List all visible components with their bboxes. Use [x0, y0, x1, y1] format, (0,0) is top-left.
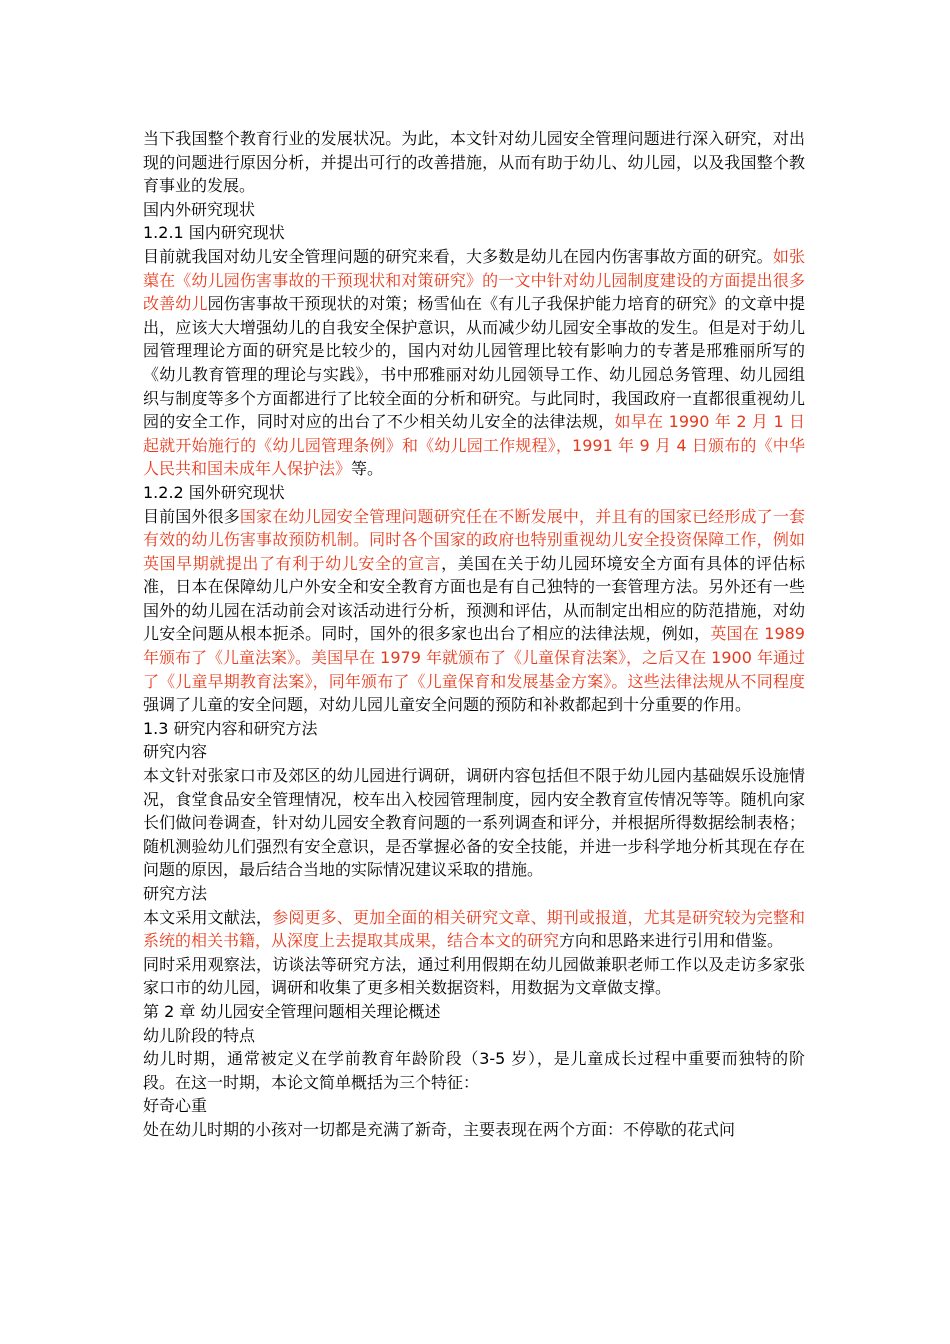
highlighted-text: 如张蕖在《幼儿园伤害事故的干预现状和对策研究》的一文中针对幼儿园制度建设的方面提出很多改善幼儿: [143, 246, 805, 314]
body-paragraph: [143, 1118, 805, 1142]
text-run: 国内外研究现状: [143, 199, 256, 219]
body-paragraph: [143, 245, 805, 481]
section-heading: [143, 740, 805, 764]
text-run: 第 2 章 幼儿园安全管理问题相关理论概述: [143, 1001, 441, 1021]
text-run: 园伤害事故干预现状的对策；杨雪仙在《有儿子我保护能力培育的研究》的文章中提出，应该大大增强幼儿的自我安全保护意识，从而减少幼儿园安全事故的发生。但是对于幼儿园管理理论方面的研究是比较少的，国内对幼儿园管理比较有影响力的专著是邢雅丽所写的《幼儿教育管理的理论与实践》，书中邢雅丽对幼儿园领导工作、幼儿园总务管理、幼儿园组织与制度等多个方面都进行了比较全面的分析和研究。与此同时，我国政府一直都很重视幼儿园的安全工作，同时对应的出台了不少相关幼儿安全的法律法规，: [143, 294, 805, 432]
section-heading: [143, 221, 805, 245]
body-paragraph: [143, 127, 805, 198]
section-heading: [143, 717, 805, 741]
highlighted-text: 国家在幼儿园安全管理问题研究任在不断发展中，并且有的国家已经形成了一套有效的幼儿伤害事故预防机制。同时各个国家的政府也特别重视幼儿安全投资保障工作，例如英国早期就提出了有利于幼儿安全的宣言: [143, 506, 805, 573]
text-run: 1.2.1 国内研究现状: [143, 223, 285, 243]
text-run: 本文采用文献法，: [143, 907, 273, 927]
body-paragraph: [143, 953, 805, 1000]
section-heading: [143, 1000, 805, 1024]
body-paragraph: [143, 1047, 805, 1094]
text-run: 好奇心重: [143, 1096, 208, 1116]
text-run: 1.3 研究内容和研究方法: [143, 718, 318, 738]
text-run: 方向和思路来进行引用和借鉴。: [559, 931, 784, 951]
text-run: 当下我国整个教育行业的发展状况。为此，本文针对幼儿园安全管理问题进行深入研究，对出现的问题进行原因分析，并提出可行的改善措施，从而有助于幼儿、幼儿园，以及我国整个教育事业的发展。: [143, 129, 805, 196]
text-run: 等。: [351, 459, 384, 479]
text-run: 处在幼儿时期的小孩对一切都是充满了新奇，主要表现在两个方面：不停歇的花式问: [143, 1119, 736, 1139]
highlighted-text: 如早在 1990 年 2 月 1 日起就开始施行的《幼儿园管理条例》和《幼儿园工作规程》，1991 年 9 月 4 日颁布的《中华人民共和国未成年人保护法》: [143, 412, 805, 479]
text-run: 同时采用观察法，访谈法等研究方法，通过利用假期在幼儿园做兼职老师工作以及走访多家张家口市的幼儿园，调研和收集了更多相关数据资料，用数据为文章做支撑。: [143, 954, 805, 998]
section-heading: [143, 481, 805, 505]
text-run: ，美国在关于幼儿园环境安全方面有具体的评估标准，日本在保障幼儿户外安全和安全教育方面也是有自己独特的一套管理方法。另外还有一些国外的幼儿园在活动前会对该活动进行分析，预测和评估，从而制定出相应的防范措施，对幼儿安全问题从根本扼杀。同时，国外的很多家也出台了相应的法律法规，例如，: [143, 553, 805, 644]
text-run: 幼儿阶段的特点: [143, 1025, 256, 1045]
section-heading: [143, 1094, 805, 1118]
text-run: 本文针对张家口市及郊区的幼儿园进行调研，调研内容包括但不限于幼儿园内基础娱乐设施情况，食堂食品安全管理情况，校车出入校园管理制度，园内安全教育宣传情况等等。随机向家长们做问卷调查，针对幼儿园安全教育问题的一系列调查和评分，并根据所得数据绘制表格；随机测验幼儿们强烈有安全意识，是否掌握必备的安全技能，并进一步科学地分析其现在存在问题的原因，最后结合当地的实际情况建议采取的措施。: [143, 766, 805, 880]
text-run: 幼儿时期，通常被定义在学前教育年龄阶段（3-5 岁），是儿童成长过程中重要而独特的阶段。在这一时期，本论文简单概括为三个特征：: [143, 1049, 805, 1092]
highlighted-text: 英国在 1989 年颁布了《儿童法案》。美国早在 1979 年就颁布了《儿童保育法案》，之后又在 1900 年通过了《儿童早期教育法案》，同年颁布了《儿童保育和发展基金方案》。这些法律法规从不同程度: [143, 624, 805, 691]
body-paragraph: [143, 764, 805, 882]
section-heading: [143, 198, 805, 222]
body-paragraph: [143, 906, 805, 953]
highlighted-text: 参阅更多、更加全面的相关研究文章、期刊或报道，尤其是研究较为完整和系统的相关书籍，从深度上去提取其成果，结合本文的研究: [143, 907, 805, 951]
document-page: [143, 127, 805, 1142]
text-run: 1.2.2 国外研究现状: [143, 482, 285, 502]
text-run: 研究方法: [143, 884, 208, 903]
section-heading: [143, 1024, 805, 1048]
section-heading: [143, 882, 805, 906]
body-paragraph: [143, 505, 805, 717]
text-run: 强调了儿童的安全问题，对幼儿园儿童安全问题的预防和补救都起到十分重要的作用。: [143, 695, 752, 715]
text-run: 研究内容: [143, 742, 208, 762]
text-run: 目前就我国对幼儿安全管理问题的研究来看，大多数是幼儿在园内伤害事故方面的研究。: [143, 246, 773, 266]
text-run: 目前国外很多: [143, 506, 240, 526]
